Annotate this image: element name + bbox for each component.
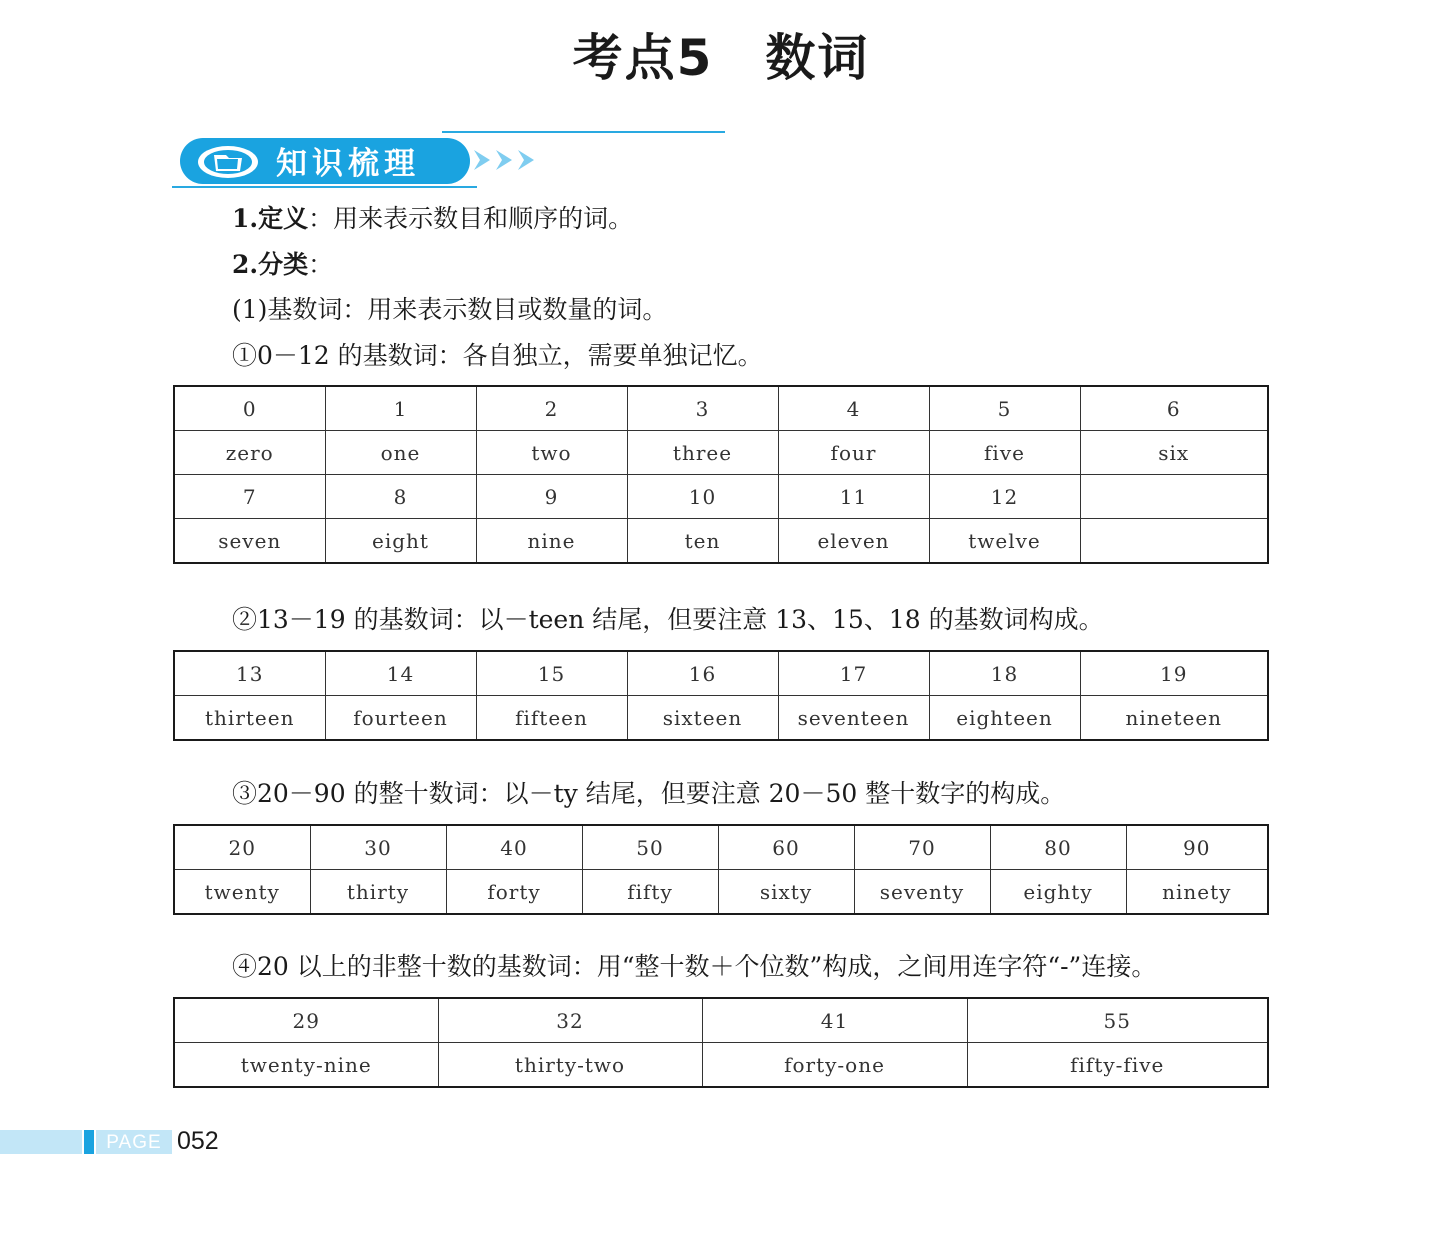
table-cell: six — [1080, 431, 1268, 475]
definition-line — [232, 202, 633, 236]
definition-label: 1.定义 — [232, 204, 309, 233]
table-cell: forty — [446, 870, 582, 915]
section-banner — [172, 130, 562, 192]
table-cell: five — [929, 431, 1080, 475]
table-row — [174, 998, 1268, 1043]
table-cell: 3 — [627, 386, 778, 431]
table-cell: 19 — [1080, 651, 1268, 696]
table-cell: 8 — [325, 475, 476, 519]
table-cell: 0 — [174, 386, 325, 431]
table-cell: two — [476, 431, 627, 475]
compound-numbers-note: ④20 以上的非整十数的基数词：用“整十数＋个位数”构成，之间用连字符“-”连接。 — [232, 952, 1157, 981]
table-cell: thirteen — [174, 696, 325, 741]
compound-numbers-table — [173, 997, 1269, 1088]
classification-line — [232, 248, 333, 282]
table-cell: 90 — [1126, 825, 1268, 870]
table-row — [174, 1043, 1268, 1088]
cardinal-13-19-table — [173, 650, 1269, 741]
table-cell: 11 — [778, 475, 929, 519]
table-cell: 18 — [929, 651, 1080, 696]
table-row — [174, 870, 1268, 915]
table-cell: fifty — [582, 870, 718, 915]
table-row — [174, 386, 1268, 431]
table-cell: four — [778, 431, 929, 475]
table-cell: zero — [174, 431, 325, 475]
footer-bar — [0, 1130, 82, 1154]
table-cell: 12 — [929, 475, 1080, 519]
table-cell: thirty — [310, 870, 446, 915]
table-row — [174, 651, 1268, 696]
table-cell: 17 — [778, 651, 929, 696]
table-cell: fourteen — [325, 696, 476, 741]
table-cell: three — [627, 431, 778, 475]
table-cell: 70 — [854, 825, 990, 870]
table-cell: 60 — [718, 825, 854, 870]
table-row — [174, 519, 1268, 564]
table-cell: 55 — [967, 998, 1268, 1043]
table-cell — [1080, 475, 1268, 519]
table-cell: 40 — [446, 825, 582, 870]
page-number: 052 — [177, 1127, 219, 1155]
table-row — [174, 431, 1268, 475]
table-cell: fifty-five — [967, 1043, 1268, 1088]
table-cell: 50 — [582, 825, 718, 870]
table-cell: twenty — [174, 870, 310, 915]
table-cell: 2 — [476, 386, 627, 431]
table-row — [174, 475, 1268, 519]
table-cell: 16 — [627, 651, 778, 696]
table-cell: twelve — [929, 519, 1080, 564]
table-cell: 13 — [174, 651, 325, 696]
table-cell: seventeen — [778, 696, 929, 741]
cardinal-13-19-note: ②13－19 的基数词：以－teen 结尾，但要注意 13、15、18 的基数词构成。 — [232, 605, 1104, 634]
table-cell: 9 — [476, 475, 627, 519]
table-cell: eighteen — [929, 696, 1080, 741]
table-cell: 10 — [627, 475, 778, 519]
classification-text: ： — [308, 250, 334, 279]
table-row — [174, 825, 1268, 870]
table-cell: 7 — [174, 475, 325, 519]
table-cell: seventy — [854, 870, 990, 915]
section-label: 知识梳理 — [276, 146, 420, 182]
table-cell: 14 — [325, 651, 476, 696]
table-cell: ten — [627, 519, 778, 564]
chevron-arrows-icon — [472, 147, 552, 173]
table-cell: 6 — [1080, 386, 1268, 431]
cardinal-0-12-table — [173, 385, 1269, 564]
table-cell: nine — [476, 519, 627, 564]
banner-rule-top — [442, 131, 725, 133]
classification-label: 2.分类 — [232, 250, 309, 279]
table-cell: 41 — [702, 998, 967, 1043]
table-cell: 32 — [438, 998, 702, 1043]
table-cell: fifteen — [476, 696, 627, 741]
cardinal-intro: (1)基数词：用来表示数目或数量的词。 — [232, 295, 668, 324]
banner-pill — [180, 138, 470, 184]
tens-20-90-table — [173, 824, 1269, 915]
tens-20-90-note: ③20－90 的整十数词：以－ty 结尾，但要注意 20－50 整十数字的构成。 — [232, 779, 1066, 808]
cardinal-0-12-note: ①0－12 的基数词：各自独立，需要单独记忆。 — [232, 341, 763, 370]
table-cell: eighty — [990, 870, 1126, 915]
banner-rule-bottom — [172, 186, 477, 188]
table-cell: ninety — [1126, 870, 1268, 915]
table-cell: 30 — [310, 825, 446, 870]
table-cell — [1080, 519, 1268, 564]
table-cell: 20 — [174, 825, 310, 870]
folder-icon — [196, 144, 260, 180]
table-cell: one — [325, 431, 476, 475]
table-cell: thirty-two — [438, 1043, 702, 1088]
table-cell: 1 — [325, 386, 476, 431]
table-cell: 29 — [174, 998, 438, 1043]
table-cell: 80 — [990, 825, 1126, 870]
table-cell: 4 — [778, 386, 929, 431]
table-cell: eleven — [778, 519, 929, 564]
table-cell: sixteen — [627, 696, 778, 741]
footer-page-label: PAGE — [96, 1130, 172, 1154]
table-cell: 15 — [476, 651, 627, 696]
table-cell: 5 — [929, 386, 1080, 431]
table-cell: forty-one — [702, 1043, 967, 1088]
table-cell: seven — [174, 519, 325, 564]
table-cell: sixty — [718, 870, 854, 915]
table-cell: twenty-nine — [174, 1043, 438, 1088]
page-title: 考点5 数词 — [572, 29, 870, 87]
footer-accent-mark — [84, 1130, 94, 1154]
definition-text: ：用来表示数目和顺序的词。 — [308, 204, 634, 233]
table-cell: eight — [325, 519, 476, 564]
table-cell: nineteen — [1080, 696, 1268, 741]
table-row — [174, 696, 1268, 741]
